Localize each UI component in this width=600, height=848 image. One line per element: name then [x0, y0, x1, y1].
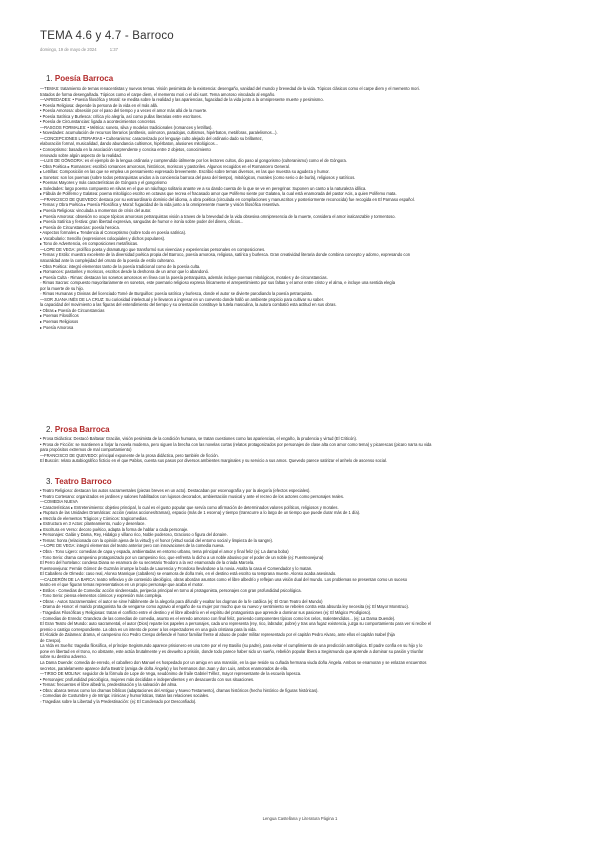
- text-line: ◦ Rimas Sacras: compuesto mayoritariamente en sonetos, este poemario religioso expresa líricamente el arrepentimiento por sus faltas y el amor entre cristo y el alma, e incluye una sentida elegía: [40, 280, 396, 286]
- text-line: ▸ Ruptura de las Unidades Dramáticas: acción (varias acciones/tramas), espacio (más de 1 escena) y tiempo (transcurre a lo largo de un tiempo que puede durar más de 1 día).: [40, 510, 361, 516]
- text-line: • Personajes: Galán y Dama, Rey, Hidalgo y villano rico, Noble poderoso, Gracioso o figura del donaire.: [40, 532, 228, 538]
- text-line: ◦ Tono Serio: drama campesino protagonizado por un campesino rico, que enfrenta lo dicho a un noble abusivo por el poder de un noble (ej: Fuenteovejuna): [40, 554, 324, 560]
- text-line: • Personajes: profundidad psicológica, mujeres más decididas e independientes y en desacuerdo con sus situaciones.: [40, 676, 255, 682]
- text-line: El Caballero de Olmedo: caso real, Alonso Manrique (caballero) se enamora de doña Inés, en el destino está escrito su temprana muerte. Alonso acaba asesinado.: [40, 571, 337, 577]
- page-meta: [40, 47, 130, 52]
- text-line: • Aspectos formales ▸ Tendencia al Conceptismo (sobre todo en poesía satírica).: [40, 230, 187, 236]
- text-line: • Novedades: acumulación de recursos literarios (antítesis, oxímoron, paradojas, cultismos, hipérbaton, metáforas, paralelismos...).: [40, 130, 278, 136]
- text-line: —SOR JUANA INÉS DE LA CRUZ: Su curiosidad intelectual y le llevaron a ingresar en un convento donde halló un ambiente propicio para cultivar su saber.: [40, 296, 324, 302]
- page-date: domingo, 19 de mayo de 2024: [40, 47, 97, 52]
- text-line: • Temas: honra (relacionada con la opinión ajena de la virtud) y el honor (virtud social del entorno social y limpieza de la sangre).: [40, 537, 274, 543]
- text-line: la capacidad del movimiento a las figuras del entendimiento del tiempo y su orientación constituye la tutela masculina, la autora combatió esta actitud en sus obras.: [40, 302, 337, 308]
- text-line: ▸ Vocabulario: Sencillo (expresiones coloquiales y dichos populares).: [40, 235, 166, 241]
- text-line: —TEMAS: tratamiento de temas renacentistas y nuevos temas. Visión pesimista de la existencia: desengaño, vanidad del mundo y brevedad de la vida. Tópicos clásicos como el carpe diem y el memento mori.: [40, 86, 420, 91]
- text-line: ▸ Tono de Advertencia, en composiciones metafísicas.: [40, 241, 139, 247]
- text-line: ▸ Poesía Amorosa: [40, 324, 74, 330]
- text-line: ▸ Soledades: largo poema compuesto en silvas en el que un náufrago solitario anante ve a su dando cuenta de lo que se ve en peregrinar. Suponen un canto a la naturaleza idílica.: [40, 185, 367, 191]
- text-line: • Poesía Satírica y Burlesca: crítica y/o alegría, así como pullas literarias entre escritores.: [40, 113, 202, 119]
- text-line: premio o castigo correspondiente. La obra es un intento de poner a los espectadores en una guía cristiana para la vida.: [40, 626, 257, 632]
- text-line: ▸ Poesía Culta ◦ Rimas: destacan los sonetos amorosos en línea con la poesía petrarquista, además incluye poemas mitológicos, morales y de circunstancias.: [40, 274, 328, 280]
- text-line: naturalidad ante la complejidad del ornato de la poesía de estilo culterano.: [40, 257, 175, 263]
- text-line: —LOPE DE VEGA: prolífico poeta y dramaturgo que transformó sus vivencias y experiencias personales en composiciones.: [40, 246, 266, 252]
- text-line: Fuenteovejuna: Fernán Gómez de Guzmán irrumpe la boda de Laurencia y Frondoso llevándose a la novia. Asalta la casa el Comendador y lo matan.: [40, 565, 313, 571]
- text-line: • Poesía Amorosa: obsesión por el paso del tiempo y a veces el amor más allá de la muerte.: [40, 108, 208, 114]
- text-line: El Gran Teatro del Mundo: auto sacramental, el autor (Dios) reparte los papeles a personajes, cada uno representa (rey, rico, labrador, pobre) y tras una fugaz existencia, juzga su comportamiento para ver si recibe el: [40, 621, 432, 627]
- text-line: ▸ Estructura en 3 Actos: planteamiento, nudo y desenlace.: [40, 521, 146, 527]
- text-line: ▸ Poesía Satírica y festiva: gran libertad expresiva, sangudas de humor e ironía sobre poder del dinero, oficios...: [40, 219, 244, 225]
- text-line: de Crespo).: [40, 637, 62, 643]
- text-line: • Obra ◦ Tono Ligero: comedias de capa y espada, ambientadas en entorno urbano, tema principal el amor y final feliz (ej: La dama boba): [40, 549, 289, 555]
- text-line: tratados de forma desengañada. Tópicos como el carpe diem, el memento mori o el ubi sunt. Tema amoroso vinculado al engaño.: [40, 91, 276, 97]
- page-title: TEMA 4.6 y 4.7 - Barroco: [40, 30, 174, 42]
- section-heading-teatro: 3. Teatro Barroco: [46, 477, 112, 486]
- text-line: ◦ Tragedias Filosóficas y Religiosas: tratan el conflicto entre el destino y el libre albedrío en el espíritu del protagonista que aprende a dominar sus pasiones (ej: El Mágico Prodigioso).: [40, 610, 372, 616]
- text-line: sobre su destino adverso.: [40, 654, 87, 660]
- text-line: por la muerte de su hijo.: [40, 285, 84, 291]
- text-line: —COMEDIA NUEVA: [40, 499, 78, 505]
- text-line: —CALDERÓN DE LA BARCA: teatro reflexivo y de contenido ideológico, obras abordan asuntos como el libre albedrío y reflejan una visión dual del mundo. Los problemas se presentan como un suceso: [40, 576, 408, 582]
- text-line: El Alcalde de Zalamea: drama, el campesino rico Pedro Crespo defiende el honor familiar frente al abuso de poder militar representado por el capitán Pedro Alvaro, ante ellos el capitán Isabel (hija: [40, 632, 395, 638]
- text-line: ◦ Rimas Humanas y Divinas del licenciado Tomé de Burguillos: poesía satírica y burlesca, donde el autor se divierte parodiando la poesía petrarquista.: [40, 291, 313, 297]
- text-line: ◦ Drama de Honor: el marido protagonista ha de vengarse como agravio al engaño de su mujer por mucho que su nuevo y sentimiento se rebelen contra esta absurda ley necesita (ej: El Mayor Monstruo).: [40, 604, 409, 610]
- text-line: ◦ Tono Serio: piensa elementos cómicos y expresión más compleja.: [40, 593, 163, 599]
- text-line: —TIRSO DE MOLINA: seguidor de la fórmula de Lope de Vega, seudónimo de fraile Gabriel Téllez, mayor representante de la escuela lopesca.: [40, 671, 302, 677]
- text-line: ▸ Escritura en Verso: decoro poético, adapta la forma de hablar a cada personaje.: [40, 526, 189, 532]
- text-line: —VARIEDADES: • Poesía filosófica y Moral: se medita sobre la realidad y las apariencias, fugacidad de la vida junto a la omnipresente muerte y pesimismo.: [40, 97, 324, 103]
- text-line: • Conceptismo: basada en la asociación sorprendente y concisa entre 2 objetos, conocimiento: [40, 147, 211, 153]
- text-line: • Prosa de Ficción: se mantienen a forjar la novela moderna, pero siguen la brecha con las novelas cortas (relatos protagonizados por personajes de clase alta con amor como tema) y picarescas (picaro narra su vida: [40, 441, 432, 447]
- text-line: El Buscón: relato autobiográfico ficticio en el que Pablos, cuenta sus pasos por diversos ambientes marginales y su servicio a sus amos. Quevedo parece satirizar el anhelo de ascenso social.: [40, 458, 388, 464]
- text-line: teatro en el que figuran temas representativos en un propio personaje que acaba el motor.: [40, 582, 204, 588]
- text-line: —LOPE DE VEGA: integró elementos del teatro anterior pero con innovaciones de la comedia nueva.: [40, 543, 225, 549]
- text-line: El Perro del hortelano: condesa Diana se enamora de su secretario Teodoro a la vez enamorado de la criada Marcela.: [40, 560, 255, 566]
- text-line: ▸ Romances: pastoriles y moriscos, escritos desde la deshonra de un amor que lo abandonó.: [40, 269, 210, 275]
- text-line: —LUIS DE GÓNGORA: es el ejemplo de la lengua ordinaria y comprendido útilmente por los lectores cultos, dio paso al gongorismo (culteranismo) como el de Góngora.: [40, 158, 347, 164]
- text-line: • Obra: abarca temas como los dramas bíblicos (adaptaciones del Antiguo y Nuevo Testamento), dramas históricos (hecho histórico de figuras históricas).: [40, 687, 319, 693]
- section-body-prosa: [40, 436, 565, 464]
- text-line: pone en libertad en el trono, no obstante, este actúa brutalmente y es devuelto a prisión, donde todo parece haber sido un sueño, rebelión popular libera a Segismundo que aprende a dominar su pasión y triunfar: [40, 648, 424, 654]
- text-line: para propósitos extremos de mal comportamiento): [40, 447, 132, 453]
- text-line: • Temas y Estilo: muestra excelente de la diversidad poética propia del Barroco, poesía amorosa, religiosa, satírica y burlesca. Gran creatividad literaria donde combina concepto y adorno, expresando con: [40, 252, 410, 258]
- text-line: ▸ Sonetos: son los poemas (sobre todos petrarquistas unidos a la conciencia barroca del paso del tiempo), mitológicos, morales (como serio o de burla), religiosos y satíricos.: [40, 174, 356, 180]
- text-line: La Vida es Sueño: tragedia filosófica, el príncipe Segismundo aparece prisionero en una torre por el rey Basilio (su padre), para evitar el cumplimiento de una predicción astrológica. El padre confía en su hijo y lo: [40, 643, 423, 649]
- text-line: ▸ Poesía Religiosa: vinculada a momentos de crisis del autor.: [40, 208, 152, 214]
- text-line: • Estilos ◦ Comedias de Comedia: acción sinderesada, peripecia principal en torno al protagonista, personajes con gran profundidad psicológica.: [40, 587, 302, 593]
- text-line: ▸ Poesía Amorosa: obsesión no ocupe tópicos amorosos petrarquistas visión a traves de la brevedad de la vida obsesiva omnipresencia de la muerte, considera el amor inalcanzable y tormentoso.: [40, 213, 396, 219]
- section-body-teatro: [40, 488, 565, 704]
- section-heading-prosa: 2. Prosa Barroca: [46, 425, 110, 434]
- text-line: ▸ Mezcla de elementos Trágicos y Cómicos: tragicomedias.: [40, 515, 148, 521]
- text-line: • Obra Poética: integró elementos tanto de la poesía tradicional como de la poesía culta.: [40, 263, 201, 269]
- text-line: • Teatro Religioso: destacan los autos sacramentales (piezas breves en un acto). Destacaban por escenografía y por la alegoría (efectos especiales).: [40, 488, 311, 493]
- text-line: • Temas y Obra Poética ▸ Poesía Filosófica y Moral: fugacidad de la vida junto a la omnipresente muerte y visión filosófica resentiva.: [40, 202, 280, 208]
- text-line: renovado sobre algún aspecto de la realidad.: [40, 152, 122, 158]
- text-line: • Temas: frecuentes el libre albedrío, predestinación y la salvación del alma.: [40, 682, 178, 688]
- text-line: ▸ Poemas Religiosos: [40, 318, 79, 324]
- text-line: • Prosa Didáctica: Destacó Baltasar Gracián, visión pesimista de la condición humana, se tratan cuestiones como las apariencias, el engaño, la prudencia y virtud (El Criticón).: [40, 436, 358, 441]
- text-line: La Dama Duende: comedia de enredo, el caballero don Manuel es hospedado por un amigo en una mansión, en la que reside su cuñada hermana viuda doña Ángela. Ambos se enamoran y se enlazan encuentros: [40, 659, 427, 665]
- text-line: secretos, paralelamente aparece doña Beatriz (amiga de doña Ángela) y los hermanos don Juan y don Luis, ambos enamorados de ella.: [40, 665, 289, 671]
- text-line: • Teatro Cortesano: organizados en jardines y salones habilitados con lujosos decorados, ambientación musical y ante el recreo de los actores como personajes reales.: [40, 493, 345, 499]
- text-line: ▸ Poesía de Circunstancias: poesía heroica.: [40, 224, 120, 230]
- text-line: ◦ Comedias de Costumbre y de Intriga: irónicas y humorísticas, tratan las relaciones sociales.: [40, 693, 210, 699]
- section-body-poesia: [40, 86, 565, 330]
- text-line: ▸ Letrillas: Composición en las que se emplea un pensamiento expresado brevemente. Escribió sobre temas diversos, en las que muestra su agudeza y humor.: [40, 169, 330, 175]
- text-line: • Poesía Religiosa: depende la persona de la vida en el más allá.: [40, 102, 158, 108]
- text-line: —FRANCISCO DE QUEVEDO: principal exponente de la prosa didáctica, pero también de ficción.: [40, 452, 219, 458]
- text-line: • Poesía de Circunstancias: ligada a acontecimientos concretos.: [40, 119, 157, 125]
- page-time: 1:37: [109, 47, 118, 52]
- text-line: ◦ Tragedias sobre la Libertad y la Predestinación: (ej: El Condenado por Desconfiado).: [40, 698, 197, 704]
- text-line: • Características ▸ Entretenimiento: objetivo principal, lo cual es el gusto popular que servía como afirmación de determinados valores políticos, religiosos y morales.: [40, 504, 339, 510]
- text-line: • Obras ▸ Poesía de Circunstancias: [40, 307, 105, 313]
- text-line: elaboración formal, musicalidad, dando abundancia cultismos, hipérbaton, alusiones mitológicos...: [40, 141, 218, 147]
- page-footer: Lengua Castellana y Literatura Página 1: [262, 816, 338, 821]
- text-line: • Obra Poética ▸ Romances: escribió romances amorosos, históricos, moriscos y pastoriles. Algunos recogidos en el Romancero General.: [40, 163, 290, 169]
- text-line: • Obras ◦ Autos Sacramentales: el autor se sirve hábilmente de la alegoría para difundir y exaltar los dogmas de la fe católica (ej: El Gran Teatro del Mundo): [40, 598, 323, 604]
- text-line: —RASGOS FORMALES: • Métrica: soneto, silva y modelos tradicionales (romances y letrillas).: [40, 124, 213, 130]
- text-line: —FRANCISCO DE QUEVEDO: destaca por su extraordinario dominio del idioma, a obra poética (circulada en compilaciones y manuscritos y posteriormente reconocida) fue recogida en El Parnaso español.: [40, 196, 415, 202]
- text-line: ▸ Fábula de Polifemo y Galatea: poema mitológico escrito en octavas que recrea el fracasado amor que Polifemo siente por Galatea, la cual está enamorada del pastor Acis, a quien Polifemo mata.: [40, 191, 397, 197]
- text-line: ◦ Comedias de Enredo: Grandeza de las comedias de comedia, asunto es el enredo amoroso con final feliz, poniendo componentes típicos como los celos, malentendidos... (ej: La Dama Duende).: [40, 615, 396, 621]
- text-line: ▸ Poemas Filosóficos: [40, 313, 79, 319]
- text-line: —CONCEPCIONES LITERARIAS • Culteranismo: caracterizado por lenguaje culto alejado del ordinario dado su brillantez,: [40, 135, 263, 141]
- section-heading-poesia: 1. Poesía Barroca: [46, 74, 114, 83]
- text-line: • Poemas Mayores y más características de Góngora y el gongorismo: [40, 180, 167, 186]
